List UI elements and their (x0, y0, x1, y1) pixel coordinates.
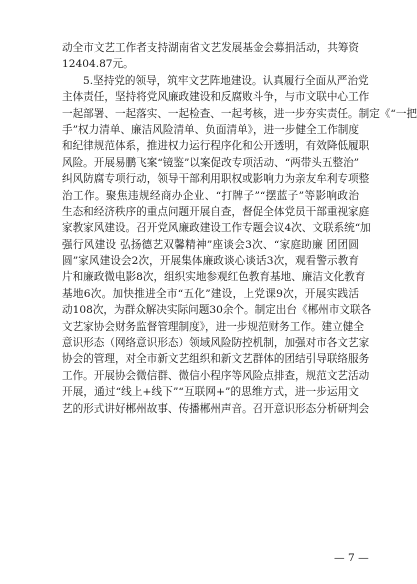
section-heading-line: 5.坚持党的领导，筑牢文艺阵地建设。认真履行全面从严治党 (83, 74, 369, 87)
text-line: 艺的形式讲好郴州故事、传播郴州声音。召开意识形态分析研判会 (62, 402, 370, 415)
text-line: 基地6次。加快推进全市“五化”建设，上党课9次，开展实践活 (62, 287, 359, 300)
text-line: 治工作。聚焦违规经商办企业、“打牌子”“摆蓝子”等影响政治 (62, 189, 359, 202)
text-line: 风险。开展易鹏飞案“镜鉴”以案促改专项活动、“两带头五整治” (62, 156, 360, 169)
text-line: 动108次，为群众解决实际问题30余个。制定出台《郴州市文联各 (62, 304, 372, 317)
text-line: 协会的管理，对全市新文艺组织和新文艺群体的团结引导联络服务 (62, 353, 370, 366)
text-line: 文艺家协会财务监督管理制度》，进一步规范财务工作。建立健全 (62, 320, 364, 333)
text-line: 圆”家风建设会2次，开展集体廉政谈心谈话3次，观看警示教育 (62, 255, 359, 268)
document-body (62, 40, 417, 417)
text-line: 手”权力清单、廉洁风险清单、负面清单》，进一步健全工作制度 (62, 123, 359, 136)
text-line: 主体责任，坚持将党风廉政建设和反腐败斗争，与市文联中心工作 (62, 91, 370, 104)
text-line: 强行风建设 弘扬德艺双馨精神”座谈会3次、“家庭助廉 团团圆 (62, 238, 359, 251)
text-line: 家教家风建设。召开党风廉政建设工作专题会议4次、文联系统“加 (62, 222, 371, 235)
text-line: 一起部署、一起落实、一起检查、一起考核，进一步夯实责任。制定《“一把 (62, 107, 417, 120)
text-line: 动全市文艺工作者支持湖南省文艺发展基金会募捐活动，共筹资 (62, 42, 359, 54)
text-line: 片和廉政微电影8次，组织实地参观红色教育基地、廉洁文化教育 (62, 271, 366, 284)
text-line: 开展，通过“线上+线下”“互联网+”的思维方式，进一步运用文 (62, 386, 359, 399)
text-line: 意识形态（网络意识形态）领域风险防控机制，加强对市各文艺家 (62, 337, 370, 350)
page-number: — 7 — (334, 552, 369, 564)
text-line: 工作。开展协会微信群、微信小程序等风险点排查，规范文艺活动 (62, 369, 370, 382)
text-line: 生态和经济秩序的重点问题开展自查，督促全体党员干部重视家庭 (62, 205, 370, 218)
text-line: 纠风防腐专项行动，领导干部利用职权或影响力为亲友牟利专项整 (62, 173, 370, 186)
text-line: 12404.87元。 (62, 58, 134, 71)
text-line: 和纪律规范体系，推进权力运行程序化和公开透明，有效降低履职 (62, 140, 370, 153)
